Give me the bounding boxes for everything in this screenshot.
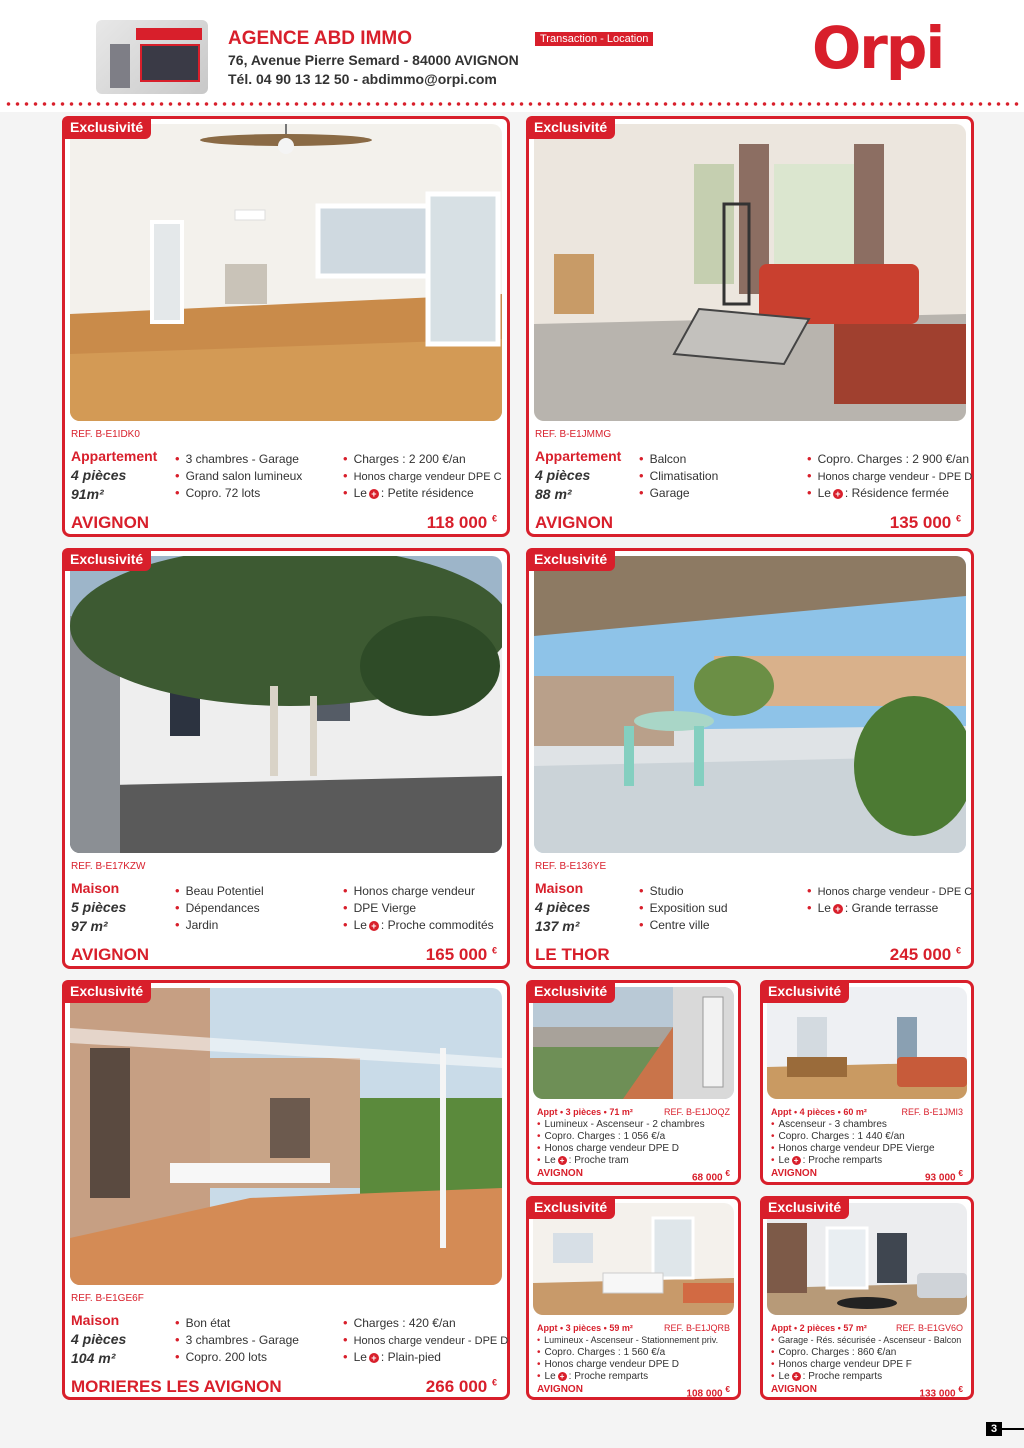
le-plus-item [343,485,474,500]
property-photo[interactable] [70,124,502,421]
agency-storefront-photo [96,20,208,94]
listing-price: 108 000 € [686,1384,730,1400]
reference-number: REF. B-E1IDK0 [71,429,140,440]
surface-area: 137 m² [535,918,580,934]
le-plus-text: : Proche remparts [568,1371,649,1382]
le-plus-text: : Petite résidence [380,486,474,500]
agency-contact: Tél. 04 90 13 12 50 - abdimmo@orpi.com [228,71,497,87]
room-count: 5 pièces [71,899,127,915]
feature-item: • 3 chambres - Garage [175,1332,299,1347]
le-plus-text: : Proche remparts [802,1155,883,1166]
listing-price: 135 000 € [889,513,961,532]
exclusivity-badge: Exclusivité [62,548,151,571]
small-listing-card[interactable] [526,1196,741,1400]
property-photo[interactable] [70,556,502,853]
listing-summary: Appt • 3 pièces • 71 m² [537,1107,633,1117]
plus-icon: + [792,1372,801,1381]
property-photo[interactable] [533,987,734,1099]
page-header [0,0,1024,112]
feature-item: • Honos charge vendeur DPE C [343,468,502,483]
city-name: AVIGNON [771,1168,817,1179]
feature-item: • Honos charge vendeur [343,883,475,898]
property-photo[interactable] [533,1203,734,1315]
feature-item: • Exposition sud [639,900,728,915]
feature-item: • Garage - Rés. sécurisée - Ascenseur - Balcon [771,1335,961,1345]
transaction-tag: Transaction - Location [535,32,653,46]
listing-price: 68 000 € [691,1168,730,1184]
property-photo[interactable] [534,556,966,853]
plus-icon: + [369,921,379,931]
city-name: AVIGNON [537,1384,583,1395]
le-plus-label: Le [778,1371,790,1382]
listing-card[interactable] [62,548,510,969]
listing-price: 133 000 € [919,1384,963,1400]
small-listing-card[interactable] [760,1196,974,1400]
le-plus-text: : Proche tram [568,1155,629,1166]
le-plus-item [537,1371,648,1382]
listing-summary: Appt • 3 pièces • 59 m² [537,1323,633,1333]
feature-item: • Balcon [639,451,686,466]
property-type: Appartement [535,448,622,464]
reference-number: REF. B-E17KZW [71,861,146,872]
reference-number: REF. B-E1GE6F [71,1293,144,1304]
exclusivity-badge: Exclusivité [526,116,615,139]
room-count: 4 pièces [535,467,591,483]
plus-icon: + [369,1353,379,1363]
property-photo[interactable] [767,1203,967,1315]
feature-item: • Copro. Charges : 860 €/an [771,1347,896,1358]
city-name: MORIERES LES AVIGNON [71,1377,282,1396]
small-listing-card[interactable] [760,980,974,1185]
le-plus-item [343,1349,441,1364]
agency-address: 76, Avenue Pierre Semard - 84000 AVIGNON [228,52,519,68]
le-plus-item [771,1371,882,1382]
feature-item: • Honos charge vendeur DPE D [537,1143,679,1154]
le-plus-label: Le [817,901,831,915]
exclusivity-badge: Exclusivité [526,980,615,1003]
plus-icon: + [558,1372,567,1381]
plus-icon: + [833,904,843,914]
listing-card[interactable] [526,116,974,537]
dotted-divider [4,102,1020,106]
feature-item: • Copro. Charges : 1 056 €/a [537,1131,665,1142]
room-count: 4 pièces [71,467,127,483]
orpi-logo: Orpi [812,14,944,82]
plus-icon: + [833,489,843,499]
reference-number: REF. B-E1JOQZ [663,1107,730,1117]
listing-card[interactable] [62,116,510,537]
exclusivity-badge: Exclusivité [760,1196,849,1219]
surface-area: 104 m² [71,1350,116,1366]
property-photo[interactable] [767,987,967,1099]
feature-item: • Copro. Charges : 2 900 €/an [807,451,969,466]
feature-item: • Copro. 72 lots [175,485,260,500]
le-plus-text: : Résidence fermée [844,486,949,500]
surface-area: 91m² [71,486,104,502]
exclusivity-badge: Exclusivité [526,548,615,571]
le-plus-item [537,1155,629,1166]
feature-item: • Grand salon lumineux [175,468,302,483]
reference-number: REF. B-E1JQRB [663,1323,730,1333]
feature-item: • 3 chambres - Garage [175,451,299,466]
feature-item: • Garage [639,485,690,500]
feature-item: • Ascenseur - 3 chambres [771,1119,887,1130]
feature-item: • Dépendances [175,900,260,915]
feature-item: • Studio [639,883,684,898]
le-plus-item [807,485,949,500]
city-name: LE THOR [535,945,610,964]
plus-icon: + [369,489,379,499]
le-plus-label: Le [778,1155,790,1166]
listing-price: 165 000 € [425,945,497,964]
le-plus-label: Le [544,1155,556,1166]
le-plus-text: : Plain-pied [380,1350,441,1364]
feature-item: • DPE Vierge [343,900,416,915]
listing-price: 245 000 € [889,945,961,964]
le-plus-item [807,900,938,915]
reference-number: REF. B-E1JMI3 [901,1107,963,1117]
page-number: 3 [986,1422,1002,1436]
le-plus-text: : Proche commodités [380,918,494,932]
feature-item: • Climatisation [639,468,718,483]
listing-summary: Appt • 2 pièces • 57 m² [771,1323,867,1333]
exclusivity-badge: Exclusivité [526,1196,615,1219]
le-plus-label: Le [817,486,831,500]
surface-area: 88 m² [535,486,572,502]
le-plus-item [771,1155,882,1166]
listing-summary: Appt • 4 pièces • 60 m² [771,1107,867,1117]
small-listing-card[interactable] [526,980,741,1185]
city-name: AVIGNON [71,945,150,964]
listing-card[interactable] [526,548,974,969]
feature-item: • Centre ville [639,917,710,932]
page-number-rule [1002,1428,1024,1430]
listing-card[interactable] [62,980,510,1400]
exclusivity-badge: Exclusivité [62,980,151,1003]
room-count: 4 pièces [71,1331,127,1347]
feature-item: • Copro. Charges : 1 440 €/an [771,1131,905,1142]
city-name: AVIGNON [771,1384,817,1395]
reference-number: REF. B-E1JMMG [535,429,612,440]
feature-item: • Lumineux - Ascenseur - 2 chambres [537,1119,705,1130]
feature-item: • Copro. Charges : 1 560 €/a [537,1347,665,1358]
feature-item: • Charges : 2 200 €/an [343,451,466,466]
le-plus-text: : Grande terrasse [844,901,939,915]
city-name: AVIGNON [71,513,150,532]
property-photo[interactable] [534,124,966,421]
le-plus-text: : Proche remparts [802,1371,883,1382]
feature-item: • Jardin [175,917,218,932]
feature-item: • Honos charge vendeur DPE Vierge [771,1143,935,1154]
feature-item: • Beau Potentiel [175,883,264,898]
city-name: AVIGNON [537,1168,583,1179]
plus-icon: + [792,1156,801,1165]
exclusivity-badge: Exclusivité [62,116,151,139]
property-type: Appartement [71,448,158,464]
le-plus-label: Le [353,486,367,500]
listing-price: 93 000 € [924,1168,963,1184]
property-type: Maison [535,880,584,896]
surface-area: 97 m² [71,918,108,934]
feature-item: • Lumineux - Ascenseur - Stationnement priv. [537,1335,718,1345]
feature-item: • Charges : 420 €/an [343,1315,456,1330]
feature-item: • Bon état [175,1315,230,1330]
le-plus-label: Le [353,1350,367,1364]
listing-price: 118 000 € [426,513,497,532]
agency-name: AGENCE ABD IMMO [228,28,413,49]
room-count: 4 pièces [535,899,591,915]
feature-item: • Honos charge vendeur - DPE C [807,883,972,898]
plus-icon: + [558,1156,567,1165]
feature-item: • Honos charge vendeur - DPE D [343,1332,508,1347]
reference-number: REF. B-E1GV6O [895,1323,963,1333]
feature-item: • Honos charge vendeur DPE F [771,1359,912,1370]
exclusivity-badge: Exclusivité [760,980,849,1003]
listing-price: 266 000 € [425,1377,497,1396]
feature-item: • Honos charge vendeur - DPE D [807,468,972,483]
property-type: Maison [71,1312,120,1328]
reference-number: REF. B-E136YE [535,861,607,872]
le-plus-item [343,917,494,932]
property-type: Maison [71,880,120,896]
le-plus-label: Le [353,918,367,932]
le-plus-label: Le [544,1371,556,1382]
property-photo[interactable] [70,988,502,1285]
city-name: AVIGNON [535,513,614,532]
feature-item: • Honos charge vendeur DPE D [537,1359,679,1370]
feature-item: • Copro. 200 lots [175,1349,267,1364]
